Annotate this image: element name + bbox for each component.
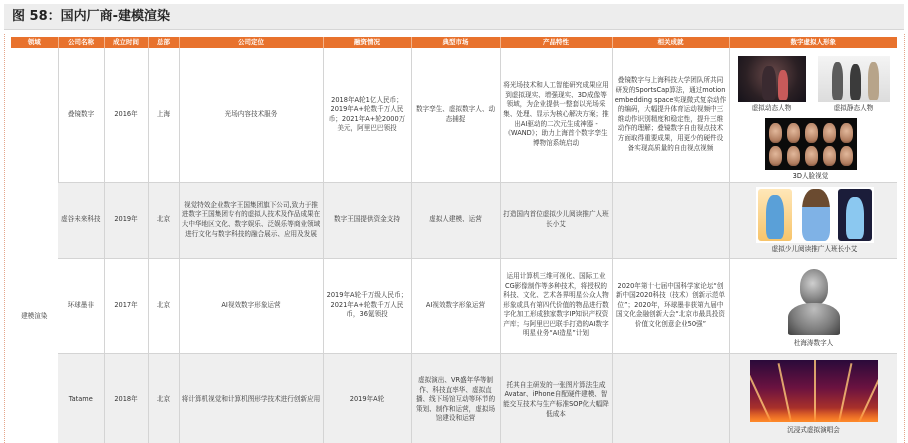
positioning-cell: 视觉特效企业数字王国集团旗下公司,致力于推进数字王国集团专有的虚拟人技术及作品成果在大中华地区文化、数字娱乐、泛娱乐等商业领域进行文化与数字科技的融合展示、应用及发展 (179, 182, 323, 258)
achievements-cell (612, 353, 729, 443)
founded-cell: 2019年 (104, 182, 148, 258)
founded-cell: 2018年 (104, 353, 148, 443)
achievements-cell: 2020年第十七届中国科学家论坛“创新中国2020科技（技术）创新示范单位”；2020年，环球墨非获第九届中国文化金融创新大会“北京市最具投资价值文化创意企业50强” (612, 258, 729, 353)
positioning-cell: AI视效数字形象运营 (179, 258, 323, 353)
financing-cell: 2018年A轮1亿人民币；2019年A+轮数千万人民币；2021年A+轮2000万美元，阿里巴巴领投 (323, 48, 411, 182)
image-cell (729, 48, 897, 182)
header-founded: 成立时间 (104, 37, 148, 48)
company-cell: 虚谷未来科技 (58, 182, 104, 258)
hq-cell: 上海 (148, 48, 179, 182)
market-cell: 数字孪生、虚拟数字人、动态捕捉 (411, 48, 500, 182)
founded-cell: 2017年 (104, 258, 148, 353)
left-border (4, 34, 5, 443)
virtual-static-person-image (818, 56, 890, 102)
positioning-cell: 将计算机视觉和计算机图形学技术进行创新应用 (179, 353, 323, 443)
features-cell: 将光场技术和人工智能研究成果应用到虚拟现实、增强现实、3D成像等领域，为企业提供一整套以光场采集、处理、显示为核心解决方案；推出AI驱动的二次元生成神器 -《WAND》；助力上海首个数字孪生博物馆系统启动 (500, 48, 612, 182)
table-row (11, 48, 897, 182)
table-row (11, 182, 897, 258)
hq-cell: 北京 (148, 182, 179, 258)
header-company: 公司名称 (58, 37, 104, 48)
image-cell (729, 182, 897, 258)
achievements-cell (612, 182, 729, 258)
digital-human-bust-image (786, 265, 842, 335)
virtual-reading-ambassador-image (756, 187, 874, 243)
image-caption: 虚拟静态人物 (833, 104, 874, 112)
header-positioning: 公司定位 (179, 37, 323, 48)
hq-cell: 北京 (148, 353, 179, 443)
features-cell: 运用计算机三维可视化、国际工业CG影像制作等多种技术，将授权的科技、文化、艺术各界明星公众人物形象或具有第四代价值的物品进行数字化加工形成独家数字IP知识产权资产库；与阿里巴巴联手打造的AI数字明星业务“AI造星”计划 (500, 258, 612, 353)
header-domain: 领域 (11, 37, 58, 48)
company-cell: 环球墨非 (58, 258, 104, 353)
financing-cell: 2019年A轮千万级人民币；2021年A+轮数千万人民币，36氪领投 (323, 258, 411, 353)
vendor-table (11, 37, 897, 443)
image-caption: 沉浸式虚拟演唱会 (787, 425, 840, 434)
hq-cell: 北京 (148, 258, 179, 353)
market-cell: 虚拟人建模、运营 (411, 182, 500, 258)
founded-cell: 2016年 (104, 48, 148, 182)
market-cell: AI视效数字形象运营 (411, 258, 500, 353)
image-caption: 虚拟少儿阅读推广人班长小艾 (771, 244, 858, 253)
header-achievements: 相关成就 (612, 37, 729, 48)
achievements-cell: 叠镜数字与上海科技大学团队所共同研发的SportsCap算法，通过motion embedding space实现微式复杂动作的编码，大幅提升体育运动视频中三维动作识别精度和稳定性，提升三维动作的理解；叠镜数字自由视点技术方面取得重要成果，用更少的硬件设备实现高质量的自由视点视频 (612, 48, 729, 182)
virtual-dynamic-person-image (738, 56, 806, 102)
header-features: 产品特性 (500, 37, 612, 48)
header-images: 数字虚拟人形象 (729, 37, 897, 48)
company-cell: 叠镜数字 (58, 48, 104, 182)
domain-cell (11, 48, 58, 443)
features-cell: 打造国内首位虚拟少儿阅读推广人班长小艾 (500, 182, 612, 258)
right-border (904, 34, 905, 443)
financing-cell: 数字王国提供资金支持 (323, 182, 411, 258)
face-3d-image (765, 118, 857, 170)
domain-label: 建模渲染 (21, 312, 48, 321)
financing-cell: 2019年A轮 (323, 353, 411, 443)
image-caption: 3D人脸视觉 (792, 172, 829, 180)
header-hq: 总部 (148, 37, 179, 48)
market-cell: 虚拟演出、VR盛年华等制作、科技直率华、虚拟直播、线下场馆互动等环节的策划、制作和运营，虚拟场馆建设和运营 (411, 353, 500, 443)
image-cell (729, 353, 897, 443)
positioning-cell: 光场内容技术服务 (179, 48, 323, 182)
virtual-concert-image (750, 360, 878, 422)
header-financing: 融资情况 (323, 37, 411, 48)
features-cell: 托其自主研发的一张图片算法生成 Avatar、iPhone自配硬件建模、智能交互技术与生产标准SOP化大幅降低成本 (500, 353, 612, 443)
figure-title: 图 58：国内厂商-建模渲染 (4, 4, 904, 30)
company-cell: Tatame (58, 353, 104, 443)
header-market: 典型市场 (411, 37, 500, 48)
image-cell (729, 258, 897, 353)
table-row (11, 258, 897, 353)
image-caption: 虚拟动态人物 (751, 104, 792, 112)
table-row (11, 353, 897, 443)
header-row (11, 37, 897, 48)
image-caption: 杜海涛数字人 (793, 338, 834, 347)
